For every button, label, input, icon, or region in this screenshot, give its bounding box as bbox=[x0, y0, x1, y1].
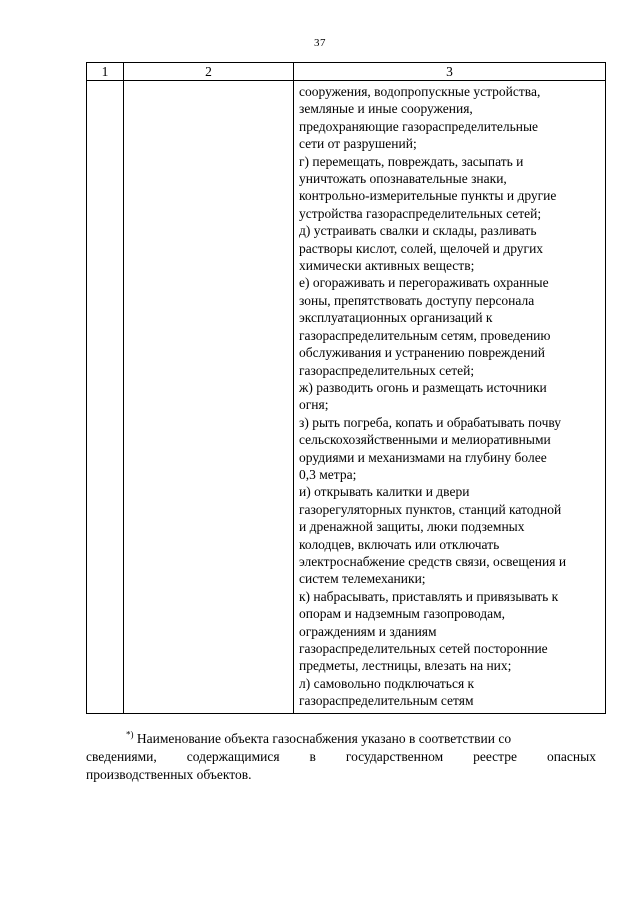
list-line: огня; bbox=[299, 397, 329, 413]
footnote-line-2 bbox=[86, 748, 596, 766]
list-line: з) рыть погреба, копать и обрабатывать почву bbox=[299, 414, 562, 430]
table-cell-col-3 bbox=[294, 81, 606, 714]
list-line: химически активных веществ; bbox=[299, 258, 475, 274]
footnote-word: сведениями, bbox=[86, 749, 157, 764]
footnote-text-start bbox=[126, 730, 511, 748]
list-line: газораспределительных сетей; bbox=[299, 362, 475, 378]
list-line: колодцев, включать или отключать bbox=[299, 536, 500, 552]
footnote-word: содержащимися bbox=[186, 749, 280, 764]
footnote-word: государственном bbox=[345, 749, 444, 764]
list-line: газораспределительных сетей посторонние bbox=[299, 641, 548, 656]
list-line: уничтожать опознавательные знаки, bbox=[299, 171, 507, 187]
list-line: и) открывать калитки и двери bbox=[299, 484, 470, 500]
list-line: ограждениям и зданиям bbox=[299, 623, 437, 639]
list-line: предметы, лестницы, влезать на них; bbox=[299, 658, 512, 674]
table-header-row bbox=[87, 63, 606, 81]
footnote-line-1 bbox=[86, 730, 596, 748]
prohibitions-list bbox=[299, 83, 602, 710]
footnote-word: в bbox=[309, 749, 316, 764]
table-row bbox=[87, 81, 606, 714]
list-line: электроснабжение средств связи, освещения и bbox=[299, 553, 567, 569]
list-line: ж) разводить огонь и размещать источники bbox=[299, 379, 547, 395]
footnote-marker: *) bbox=[126, 729, 134, 740]
list-line: устройства газораспределительных сетей; bbox=[299, 205, 542, 221]
list-line: обслуживания и устранению повреждений bbox=[299, 345, 545, 361]
list-line: растворы кислот, солей, щелочей и других bbox=[299, 240, 544, 256]
list-line: газораспределительным сетям, проведению bbox=[299, 327, 551, 343]
list-line: л) самовольно подключаться к bbox=[299, 675, 475, 691]
list-line: сельскохозяйственными и мелиоративными bbox=[299, 432, 551, 448]
list-line: е) огораживать и перегораживать охранные bbox=[299, 275, 549, 291]
list-line: систем телемеханики; bbox=[299, 571, 426, 587]
footnote-line-3: производственных объектов. bbox=[86, 767, 252, 782]
list-line: 0,3 метра; bbox=[299, 466, 357, 482]
table-header-col-3: 3 bbox=[294, 63, 606, 81]
footnote-line-1-text: Наименование объекта газоснабжения указано в соответствии со bbox=[136, 731, 512, 746]
list-line: контрольно-измерительные пункты и другие bbox=[299, 188, 557, 204]
list-line: сооружения, водопропускные устройства, bbox=[299, 84, 541, 99]
table-header-col-1: 1 bbox=[87, 63, 124, 81]
document-table bbox=[86, 62, 606, 714]
page-number: 37 bbox=[314, 37, 326, 49]
list-line: предохраняющие газораспределительные bbox=[299, 118, 539, 134]
table-header-col-2: 2 bbox=[124, 63, 294, 81]
footnote-word: опасных bbox=[546, 749, 596, 764]
list-line: г) перемещать, повреждать, засыпать и bbox=[299, 153, 524, 169]
footnote-word: реестре bbox=[473, 749, 517, 764]
list-line: газорегуляторных пунктов, станций катодной bbox=[299, 501, 562, 517]
list-line: земляные и иные сооружения, bbox=[299, 101, 473, 117]
list-line: сети от разрушений; bbox=[299, 136, 417, 152]
list-line: газораспределительным сетям bbox=[299, 693, 474, 709]
table-cell-col-2 bbox=[124, 81, 294, 714]
list-line: опорам и надземным газопроводам, bbox=[299, 606, 505, 622]
list-line: к) набрасывать, приставлять и привязывать к bbox=[299, 588, 559, 604]
footnote bbox=[86, 730, 596, 784]
list-line: и дренажной защиты, люки подземных bbox=[299, 519, 525, 535]
list-line: эксплуатационных организаций к bbox=[299, 310, 493, 326]
table-cell-col-1 bbox=[87, 81, 124, 714]
list-line: д) устраивать свалки и склады, разливать bbox=[299, 223, 537, 239]
list-line: орудиями и механизмами на глубину более bbox=[299, 449, 547, 465]
list-line: зоны, препятствовать доступу персонала bbox=[299, 292, 535, 308]
